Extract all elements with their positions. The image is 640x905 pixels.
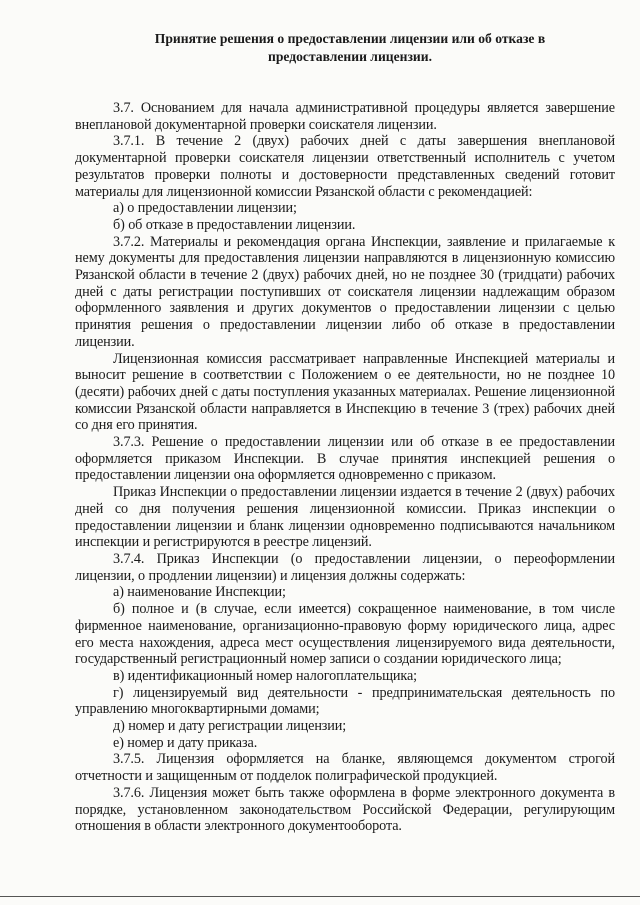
list-item: г) лицензируемый вид деятельности - предпринимательская деятельность по управлению многоквартирными домами;: [75, 684, 615, 718]
paragraph-3-7-6: 3.7.6. Лицензия может быть также оформлена в форме электронного документа в порядке, установленном законодательством Российской Федерации, регулирующим отношения в области электронного документооборота.: [75, 784, 615, 835]
paragraph-3-7-4: 3.7.4. Приказ Инспекции (о предоставлении лицензии, о переоформлении лицензии, о продлении лицензии) и лицензия должны содержать:: [75, 550, 615, 584]
paragraph-3-7-1: 3.7.1. В течение 2 (двух) рабочих дней с даты завершения внеплановой документарной проверки соискателя лицензии ответственный исполнитель с учетом результатов проверки полноты и достоверности представленных сведений готовит материалы для лицензионной комиссии Рязанской области с рекомендацией:: [75, 133, 615, 200]
list-item: а) о предоставлении лицензии;: [113, 200, 297, 217]
paragraph-3-7-5: 3.7.5. Лицензия оформляется на бланке, являющемся документом строгой отчетности и защищенным от подделок полиграфической продукцией.: [75, 751, 615, 785]
paragraph-3-7: 3.7. Основанием для начала административной процедуры является завершение внеплановой документарной проверки соискателя лицензии.: [75, 100, 615, 133]
section-title-line-1: Принятие решения о предоставлении лицензии или об отказе в: [154, 31, 546, 46]
paragraph-3-7-2: 3.7.2. Материалы и рекомендация органа Инспекции, заявление и прилагаемые к нему документы для предоставления лицензии направляются в лицензионную комиссию Рязанской области в течение 2 (двух) рабочих дней, но не позднее 30 (тридцати) рабочих дней с даты регистрации поступивших от соискателя лицензии надлежащим образом оформленного заявления и других документов о предоставлении лицензии с целью принятия решения о предоставлении лицензии либо об отказе в предоставлении лицензии.: [75, 233, 615, 350]
document-page: [75, 30, 615, 835]
list-item: б) об отказе в предоставлении лицензии.: [113, 216, 356, 233]
list-item: д) номер и дату регистрации лицензии;: [113, 718, 347, 735]
list-item: а) наименование Инспекции;: [113, 584, 286, 601]
list-item: в) идентификационный номер налогоплательщика;: [113, 667, 418, 684]
list-item: б) полное и (в случае, если имеется) сокращенное наименование, в том числе фирменное наименование, организационно-правовую форму юридического лица, адрес его места нахождения, адреса мест осуществления лицензируемого вида деятельности, государственный регистрационный номер записи о создании юридического лица;: [75, 601, 615, 668]
paragraph-order: Приказ Инспекции о предоставлении лицензии издается в течение 2 (двух) рабочих дней со дня получения решения лицензионной комиссии. Приказ инспекции о предоставлении лицензии и бланк лицензии одновременно подписываются начальником инспекции и регистрируются в реестре лицензий.: [75, 484, 615, 551]
paragraph-3-7-3: 3.7.3. Решение о предоставлении лицензии или об отказе в ее предоставлении оформляется приказом Инспекции. В случае принятия инспекцией решения о предоставлении лицензии она оформляется одновременно с приказом.: [75, 434, 615, 484]
paragraph-commission: Лицензионная комиссия рассматривает направленные Инспекцией материалы и выносит решение в соответствии с Положением о ее деятельности, но не позднее 10 (десяти) рабочих дней с даты поступления указанных материалах. Решение лицензионной комиссии Рязанской области направляется в Инспекцию в течение 3 (трех) рабочих дней со дня его принятия.: [75, 350, 615, 434]
page-bottom-rule: [0, 896, 640, 897]
list-item: е) номер и дату приказа.: [113, 734, 258, 751]
document-body: [75, 100, 615, 835]
section-title-line-2: предоставлении лицензии.: [268, 49, 432, 64]
section-title: [75, 30, 615, 66]
